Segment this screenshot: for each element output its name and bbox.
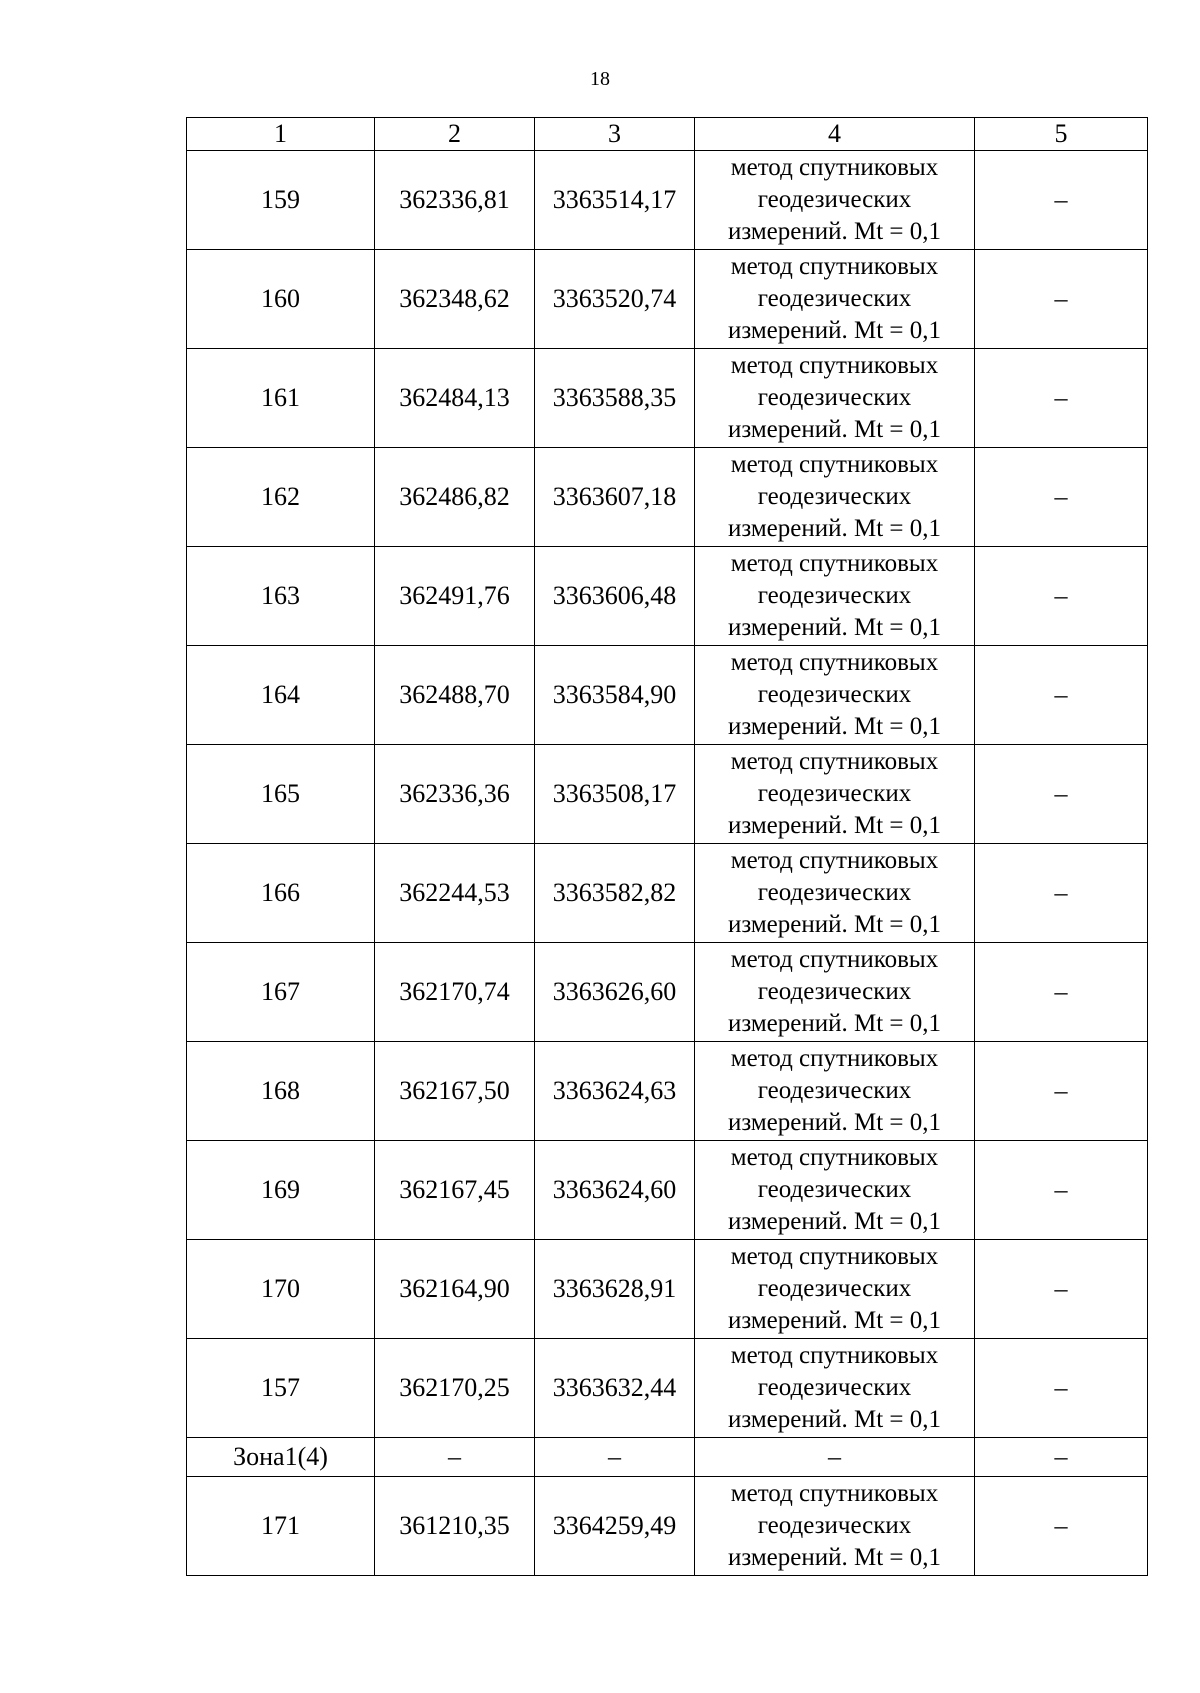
x-coordinate-cell: 362486,82 <box>375 448 535 547</box>
method-line-1: метод спутниковых <box>730 352 939 379</box>
method-line-3: измерений. Mt = 0,1 <box>727 416 942 443</box>
method-line-3: измерений. Mt = 0,1 <box>727 218 942 245</box>
point-number-cell: 166 <box>187 844 375 943</box>
method-line-3: измерений. Mt = 0,1 <box>727 911 942 938</box>
method-line-3: измерений. Mt = 0,1 <box>727 614 942 641</box>
method-cell <box>695 1477 975 1576</box>
point-number-cell: 169 <box>187 1141 375 1240</box>
zone-cell-1: Зона1(4) <box>187 1438 375 1477</box>
description-cell: – <box>975 151 1148 250</box>
table-row <box>187 745 1148 844</box>
method-line-2: геодезических <box>757 681 912 708</box>
method-cell <box>695 1141 975 1240</box>
page-number: 18 <box>590 68 610 90</box>
method-line-2: геодезических <box>757 1374 912 1401</box>
method-line-3: измерений. Mt = 0,1 <box>727 515 942 542</box>
header-cell-3: 3 <box>535 118 695 151</box>
method-line-3: измерений. Mt = 0,1 <box>727 1544 942 1571</box>
x-coordinate-cell: 362336,36 <box>375 745 535 844</box>
method-line-2: геодезических <box>757 582 912 609</box>
method-line-1: метод спутниковых <box>730 550 939 577</box>
method-line-2: геодезических <box>757 780 912 807</box>
y-coordinate-cell: 3363607,18 <box>535 448 695 547</box>
table-row <box>187 1042 1148 1141</box>
x-coordinate-cell: 362488,70 <box>375 646 535 745</box>
table-row <box>187 349 1148 448</box>
point-number-cell: 164 <box>187 646 375 745</box>
y-coordinate-cell: 3363628,91 <box>535 1240 695 1339</box>
header-cell-5: 5 <box>975 118 1148 151</box>
method-line-1: метод спутниковых <box>730 1480 939 1507</box>
method-line-1: метод спутниковых <box>730 847 939 874</box>
table-row <box>187 1141 1148 1240</box>
description-cell: – <box>975 1042 1148 1141</box>
y-coordinate-cell: 3363514,17 <box>535 151 695 250</box>
y-coordinate-cell: 3363582,82 <box>535 844 695 943</box>
method-line-3: измерений. Mt = 0,1 <box>727 317 942 344</box>
method-line-2: геодезических <box>757 1512 912 1539</box>
description-cell: – <box>975 1240 1148 1339</box>
header-cell-4: 4 <box>695 118 975 151</box>
method-cell <box>695 745 975 844</box>
x-coordinate-cell: 362164,90 <box>375 1240 535 1339</box>
point-number-cell: 163 <box>187 547 375 646</box>
x-coordinate-cell: 362348,62 <box>375 250 535 349</box>
method-cell <box>695 943 975 1042</box>
y-coordinate-cell: 3363624,60 <box>535 1141 695 1240</box>
method-line-1: метод спутниковых <box>730 649 939 676</box>
x-coordinate-cell: 362336,81 <box>375 151 535 250</box>
description-cell: – <box>975 250 1148 349</box>
y-coordinate-cell: 3363508,17 <box>535 745 695 844</box>
method-line-1: метод спутниковых <box>730 1243 939 1270</box>
point-number-cell: 167 <box>187 943 375 1042</box>
table-row <box>187 250 1148 349</box>
method-line-1: метод спутниковых <box>730 1144 939 1171</box>
point-number-cell: 161 <box>187 349 375 448</box>
method-line-1: метод спутниковых <box>730 748 939 775</box>
method-line-3: измерений. Mt = 0,1 <box>727 1010 942 1037</box>
header-cell-2: 2 <box>375 118 535 151</box>
method-cell <box>695 547 975 646</box>
method-cell <box>695 151 975 250</box>
description-cell: – <box>975 745 1148 844</box>
method-line-1: метод спутниковых <box>730 451 939 478</box>
point-number-cell: 159 <box>187 151 375 250</box>
y-coordinate-cell: 3364259,49 <box>535 1477 695 1576</box>
table-row <box>187 844 1148 943</box>
description-cell: – <box>975 547 1148 646</box>
zone-cell-2: – <box>375 1438 535 1477</box>
x-coordinate-cell: 362167,50 <box>375 1042 535 1141</box>
table-row <box>187 1477 1148 1576</box>
x-coordinate-cell: 362244,53 <box>375 844 535 943</box>
method-line-3: измерений. Mt = 0,1 <box>727 1406 942 1433</box>
point-number-cell: 165 <box>187 745 375 844</box>
method-line-1: метод спутниковых <box>730 1045 939 1072</box>
y-coordinate-cell: 3363632,44 <box>535 1339 695 1438</box>
method-line-2: геодезических <box>757 1176 912 1203</box>
method-line-3: измерений. Mt = 0,1 <box>727 1307 942 1334</box>
x-coordinate-cell: 362170,25 <box>375 1339 535 1438</box>
description-cell: – <box>975 844 1148 943</box>
y-coordinate-cell: 3363606,48 <box>535 547 695 646</box>
table-row <box>187 1339 1148 1438</box>
method-cell <box>695 250 975 349</box>
zone-row <box>187 1438 1148 1477</box>
description-cell: – <box>975 349 1148 448</box>
method-line-3: измерений. Mt = 0,1 <box>727 1208 942 1235</box>
point-number-cell: 157 <box>187 1339 375 1438</box>
table-row <box>187 151 1148 250</box>
y-coordinate-cell: 3363624,63 <box>535 1042 695 1141</box>
description-cell: – <box>975 448 1148 547</box>
description-cell: – <box>975 1339 1148 1438</box>
zone-cell-3: – <box>535 1438 695 1477</box>
method-line-2: геодезических <box>757 285 912 312</box>
method-cell <box>695 1339 975 1438</box>
zone-cell-5: – <box>975 1438 1148 1477</box>
point-number-cell: 162 <box>187 448 375 547</box>
method-cell <box>695 448 975 547</box>
method-line-2: геодезических <box>757 186 912 213</box>
method-line-2: геодезических <box>757 978 912 1005</box>
description-cell: – <box>975 943 1148 1042</box>
x-coordinate-cell: 362170,74 <box>375 943 535 1042</box>
description-cell: – <box>975 1477 1148 1576</box>
table-row <box>187 547 1148 646</box>
method-line-3: измерений. Mt = 0,1 <box>727 812 942 839</box>
point-number-cell: 168 <box>187 1042 375 1141</box>
point-number-cell: 170 <box>187 1240 375 1339</box>
method-line-3: измерений. Mt = 0,1 <box>727 713 942 740</box>
method-line-1: метод спутниковых <box>730 253 939 280</box>
table-row <box>187 943 1148 1042</box>
x-coordinate-cell: 361210,35 <box>375 1477 535 1576</box>
coordinates-table <box>186 117 1148 1576</box>
header-cell-1: 1 <box>187 118 375 151</box>
method-cell <box>695 844 975 943</box>
method-line-2: геодезических <box>757 384 912 411</box>
y-coordinate-cell: 3363520,74 <box>535 250 695 349</box>
method-line-3: измерений. Mt = 0,1 <box>727 1109 942 1136</box>
method-line-2: геодезических <box>757 1275 912 1302</box>
method-line-2: геодезических <box>757 1077 912 1104</box>
point-number-cell: 160 <box>187 250 375 349</box>
point-number-cell: 171 <box>187 1477 375 1576</box>
table-row <box>187 646 1148 745</box>
description-cell: – <box>975 646 1148 745</box>
table-row <box>187 1240 1148 1339</box>
y-coordinate-cell: 3363626,60 <box>535 943 695 1042</box>
method-cell <box>695 1240 975 1339</box>
method-line-2: геодезических <box>757 879 912 906</box>
method-line-1: метод спутниковых <box>730 946 939 973</box>
method-line-1: метод спутниковых <box>730 154 939 181</box>
x-coordinate-cell: 362167,45 <box>375 1141 535 1240</box>
description-cell: – <box>975 1141 1148 1240</box>
x-coordinate-cell: 362484,13 <box>375 349 535 448</box>
method-line-2: геодезических <box>757 483 912 510</box>
method-line-1: метод спутниковых <box>730 1342 939 1369</box>
table-row <box>187 448 1148 547</box>
y-coordinate-cell: 3363584,90 <box>535 646 695 745</box>
zone-cell-4: – <box>695 1438 975 1477</box>
x-coordinate-cell: 362491,76 <box>375 547 535 646</box>
method-cell <box>695 646 975 745</box>
y-coordinate-cell: 3363588,35 <box>535 349 695 448</box>
method-cell <box>695 349 975 448</box>
method-cell <box>695 1042 975 1141</box>
header-row <box>187 118 1148 151</box>
